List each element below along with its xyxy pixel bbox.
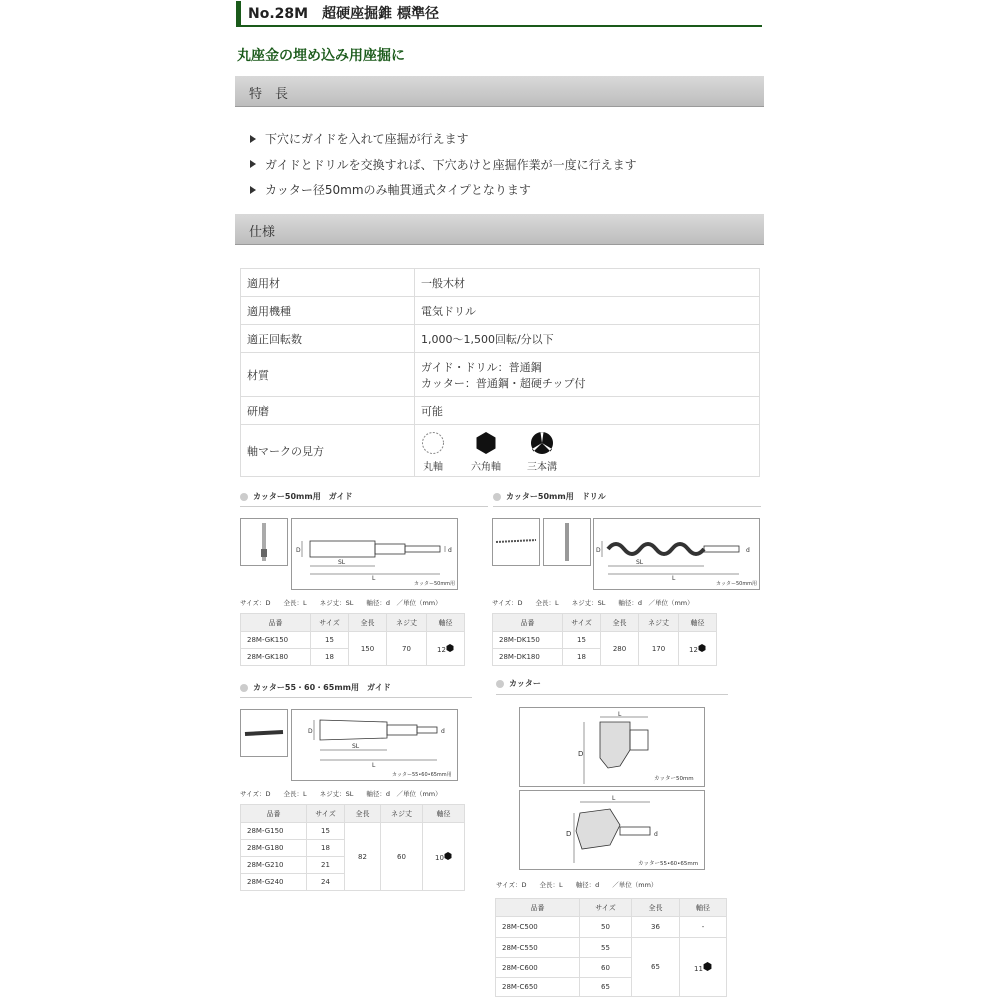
table-row: 28M-G180 18 — [241, 840, 465, 857]
table-row: 28M-C500 50 36 - — [496, 917, 727, 938]
spec-section-title: 仕様 — [249, 225, 276, 240]
table-guide-55: 品番 サイズ 全長 ネジ丈 軸径 28M-G150 15 82 60 10 28M-G180 18 28M-G210 21 28M-G240 24 — [240, 804, 465, 891]
table-guide-50: 品番 サイズ 全長 ネジ丈 軸径 28M-GK150 15 150 70 12 28M-GK180 18 — [240, 613, 465, 666]
header-accent-bar — [236, 1, 241, 25]
figure-title-guide-55: カッター55・60・65mm用 ガイド — [240, 682, 391, 693]
guide-photo-image — [241, 519, 287, 565]
table-row: 28M-G210 21 — [241, 857, 465, 874]
drill-50-photo-2 — [543, 518, 591, 566]
feature-list — [250, 126, 637, 203]
svg-text:カッター55•60•65mm: カッター55•60•65mm — [638, 861, 699, 867]
svg-text:カッター55•60•65mm用: カッター55•60•65mm用 — [392, 772, 452, 778]
three-groove-shaft-icon — [530, 431, 554, 455]
svg-text:D: D — [578, 750, 584, 758]
table-row: 28M-C550 55 65 11 — [496, 938, 727, 958]
table-row: 28M-G150 15 82 60 10 — [241, 823, 465, 840]
guide-photo-image — [241, 710, 287, 756]
drill-photo-image — [493, 519, 539, 565]
guide-50-diagram — [291, 518, 458, 590]
svg-text:カッター50mm用: カッター50mm用 — [414, 581, 456, 587]
guide-55-diagram — [291, 709, 458, 781]
hex-shaft-icon — [703, 962, 712, 971]
page-subtitle: 丸座金の埋め込み用座掘に — [237, 48, 405, 64]
triangle-bullet-icon — [250, 160, 256, 168]
page-header — [236, 0, 762, 27]
svg-text:d: d — [448, 547, 452, 554]
svg-text:カッター50mm: カッター50mm — [654, 776, 694, 782]
divider — [493, 506, 761, 507]
hex-shaft-icon — [698, 644, 706, 652]
svg-text:SL: SL — [636, 559, 644, 566]
spec-row: 適用機種 電気ドリル — [241, 297, 760, 325]
divider — [240, 697, 472, 698]
hex-shaft-icon — [446, 644, 454, 652]
drill-photo-image — [544, 519, 590, 565]
svg-text:d: d — [746, 547, 750, 554]
drill-50-diagram — [593, 518, 760, 590]
triangle-bullet-icon — [250, 135, 256, 143]
divider — [496, 694, 728, 695]
feature-item: カッター径50mmのみ軸貫通式タイプとなります — [250, 177, 637, 203]
spec-section-header — [235, 214, 764, 245]
svg-text:D: D — [296, 547, 301, 554]
bullet-dot-icon — [240, 684, 248, 692]
bullet-dot-icon — [493, 493, 501, 501]
feature-item: 下穴にガイドを入れて座掘が行えます — [250, 126, 637, 152]
figure-title-cutter: カッター — [496, 678, 541, 689]
legend-cutter: サイズ：D 全長：L 軸径：d ／単位（mm） — [496, 881, 658, 889]
bullet-dot-icon — [240, 493, 248, 501]
spec-row: 適用材 一般木材 — [241, 269, 760, 297]
drill-50-photo-1 — [492, 518, 540, 566]
features-section-header — [235, 76, 764, 107]
cutter-50-diagram — [519, 707, 705, 787]
bullet-dot-icon — [496, 680, 504, 688]
features-section-title: 特 長 — [249, 87, 289, 102]
svg-text:d: d — [441, 728, 445, 735]
table-row: 28M-GK150 15 150 70 12 — [241, 632, 465, 649]
figure-title-guide-50: カッター50mm用 ガイド — [240, 491, 352, 502]
triangle-bullet-icon — [250, 186, 256, 194]
guide-55-drawing — [292, 710, 457, 780]
figure-title-drill-50: カッター50mm用 ドリル — [493, 491, 606, 502]
cutter-55-diagram — [519, 790, 705, 870]
legend-guide-50: サイズ：D 全長：L ネジ丈：SL 軸径：d ／単位（mm） — [240, 599, 442, 607]
svg-text:d: d — [654, 831, 658, 838]
svg-text:D: D — [308, 728, 313, 735]
guide-50-photo — [240, 518, 288, 566]
legend-drill-50: サイズ：D 全長：L ネジ丈：SL 軸径：d ／単位（mm） — [492, 599, 694, 607]
feature-item: ガイドとドリルを交換すれば、下穴あけと座掘作業が一度に行えます — [250, 152, 637, 178]
spec-row: 軸マークの見方 丸軸 六角軸 三本溝 — [241, 425, 760, 477]
table-row: 28M-DK180 18 — [493, 649, 717, 666]
hex-shaft-icon — [444, 852, 452, 860]
hex-shaft-icon — [474, 431, 498, 455]
svg-text:L: L — [672, 575, 676, 582]
spec-row: 材質 ガイド・ドリル：普通鋼 カッター：普通鋼・超硬チップ付 — [241, 353, 760, 397]
drill-50-drawing — [594, 519, 759, 589]
page-title: No.28M 超硬座掘錐 標準径 — [248, 6, 439, 22]
table-row: 28M-C650 65 — [496, 978, 727, 997]
table-row: 28M-C600 60 — [496, 958, 727, 978]
table-row: 28M-GK180 18 — [241, 649, 465, 666]
svg-text:カッター50mm用: カッター50mm用 — [716, 581, 758, 587]
table-row: 28M-G240 24 — [241, 874, 465, 891]
cutter-55-drawing — [520, 791, 704, 869]
svg-text:L: L — [372, 762, 376, 769]
guide-50-drawing — [292, 519, 457, 589]
svg-text:SL: SL — [352, 743, 360, 750]
table-row: 28M-DK150 15 280 170 12 — [493, 632, 717, 649]
svg-text:L: L — [618, 711, 622, 718]
spec-row: 適正回転数 1,000～1,500回転/分以下 — [241, 325, 760, 353]
svg-text:SL: SL — [338, 559, 346, 566]
table-drill-50: 品番 サイズ 全長 ネジ丈 軸径 28M-DK150 15 280 170 12 28M-DK180 18 — [492, 613, 717, 666]
cutter-50-drawing — [520, 708, 704, 786]
svg-text:D: D — [596, 547, 601, 554]
table-cutter: 品番 サイズ 全長 軸径 28M-C500 50 36 - 28M-C550 55 65 11 28M-C600 60 28M-C650 65 — [495, 898, 727, 997]
round-shaft-icon — [421, 431, 445, 455]
guide-55-photo — [240, 709, 288, 757]
svg-text:L: L — [612, 795, 616, 802]
svg-text:L: L — [372, 575, 376, 582]
spec-row: 研磨 可能 — [241, 397, 760, 425]
divider — [240, 506, 488, 507]
svg-text:D: D — [566, 830, 572, 838]
legend-guide-55: サイズ：D 全長：L ネジ丈：SL 軸径：d ／単位（mm） — [240, 790, 442, 798]
spec-table — [240, 268, 760, 477]
shaft-mark-legend: 丸軸 六角軸 三本溝 — [421, 431, 753, 473]
